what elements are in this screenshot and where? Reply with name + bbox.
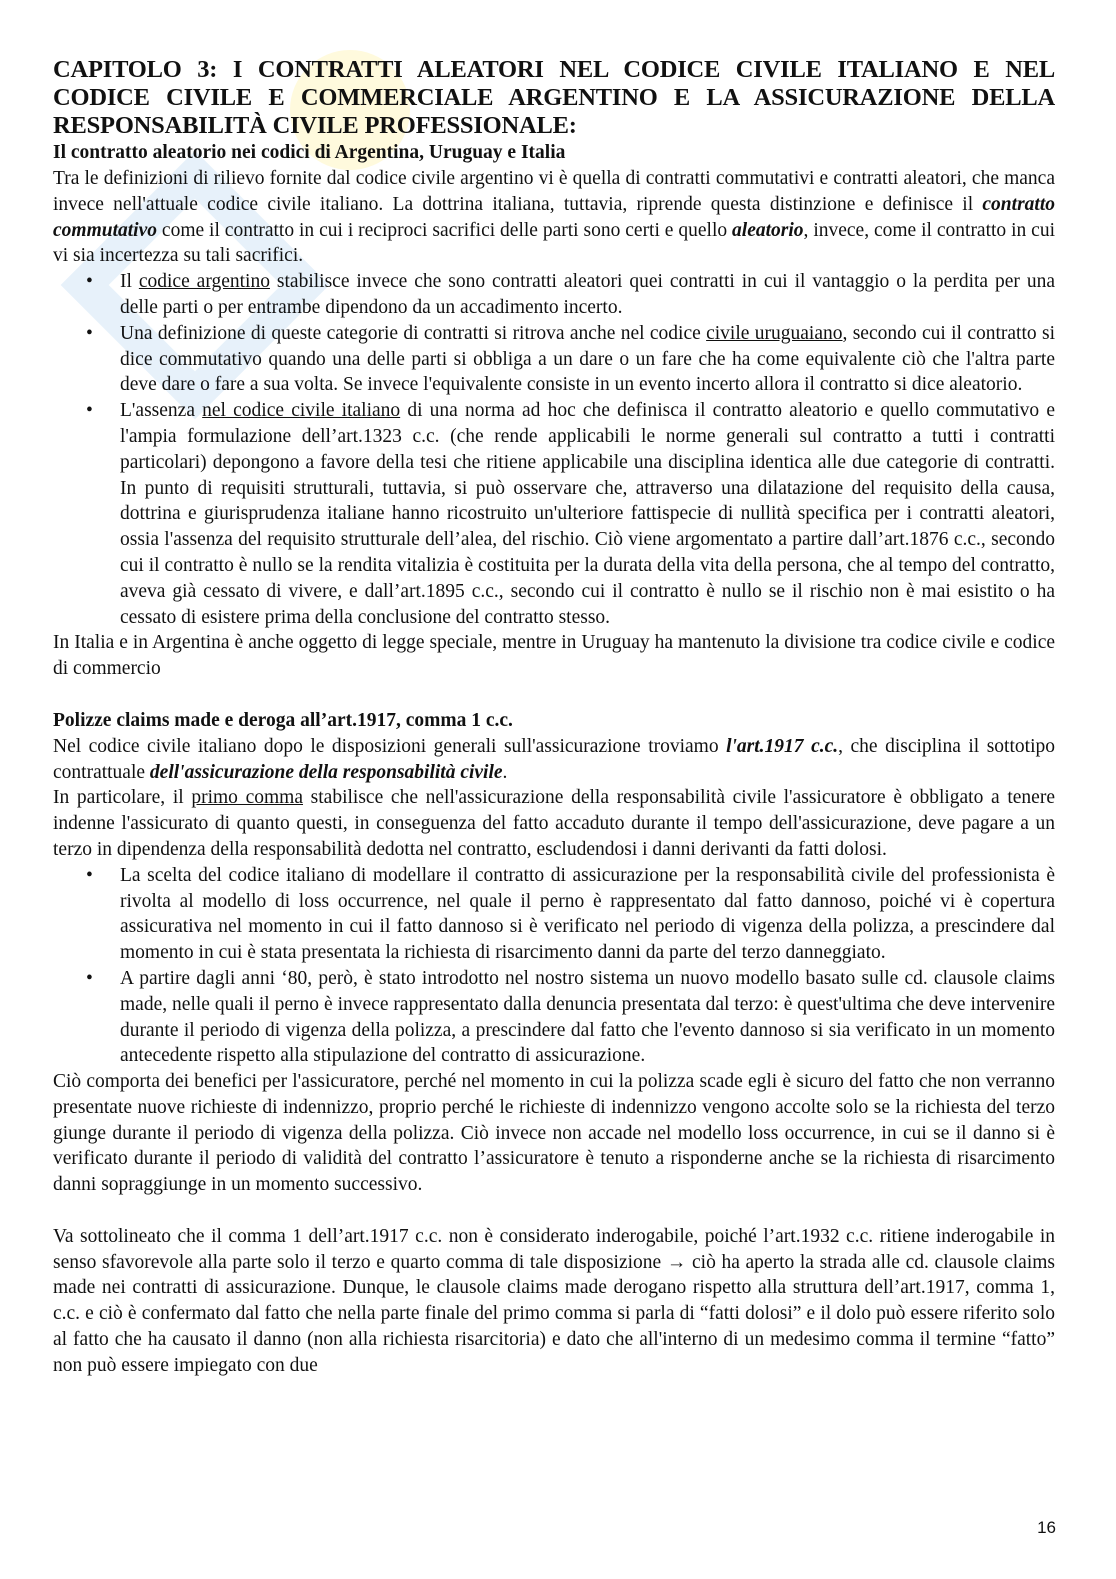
paragraph xyxy=(53,1224,1055,1379)
text-run: CAPITOLO 3: I CONTRATTI ALEATORI NEL CODICE CIVILE ITALIANO E NEL CODICE CIVILE E COMMERCIALE ARGENTINO E LA ASSICURAZIONE DELLA RESPONSABILITÀ CIVILE PROFESSIONALE: xyxy=(53,56,1055,139)
text-run: L'assenza xyxy=(120,400,203,422)
text-run: Il xyxy=(120,271,139,293)
emphasized-text: aleatorio xyxy=(732,219,804,241)
text-run: La scelta del codice italiano di modellare il contratto di assicurazione per la responsabilità civile del professionista è rivolta al modello di loss occurrence, nel quale il perno è rappresentato dal fatto dannoso, poiché vi è copertura assicurativa nel momento in cui il fatto dannoso si è verificato nel periodo di vigenza della polizza, a prescindere dal momento in cui è stata presentata la richiesta di risarcimento danni da parte del terzo danneggiato. xyxy=(120,864,1055,964)
bullet-item xyxy=(53,966,1055,1069)
text-run: Tra le definizioni di rilievo fornite dal codice civile argentino vi è quella di contratti commutativi e contratti aleatori, che manca invece nell'attuale codice civile italiano. La dottrina italiana, tuttavia, riprende questa distinzione e definisce il xyxy=(53,168,1055,215)
emphasized-text: contratto commutativo xyxy=(53,193,1055,241)
chapter-title xyxy=(53,56,1055,140)
text-run: In particolare, il xyxy=(53,787,192,809)
document-page xyxy=(53,56,1055,1379)
paragraph xyxy=(53,1069,1055,1198)
bullet-icon: • xyxy=(86,967,93,989)
text-run: Nel codice civile italiano dopo le disposizioni generali sull'assicurazione troviamo xyxy=(53,735,727,757)
blank-line xyxy=(53,1198,1055,1224)
text-run: , invece, come il contratto in cui vi sia incertezza su tali sacrifici. xyxy=(53,219,1055,267)
paragraph xyxy=(53,734,1055,786)
paragraph xyxy=(53,630,1055,682)
text-run: A partire dagli anni ‘80, però, è stato introdotto nel nostro sistema un nuovo modello basato sulle cd. clausole claims made, nelle quali il perno è invece rappresentato dalla denuncia presentata dal terzo: è quest'ultima che deve intervenire durante il periodo di vigenza della polizza, a prescindere dal fatto che l'evento dannoso si sia verificato in un momento antecedente rispetto alla stipulazione del contratto di assicurazione. xyxy=(120,967,1055,1067)
text-run: stabilisce che nell'assicurazione della responsabilità civile l'assicuratore è obbligato a tenere indenne l'assicurato di quanto questi, in conseguenza del fatto accaduto durante il tempo dell'assicurazione, deve pagare a un terzo in dipendenza della responsabilità dedotta nel contratto, escludendosi i danni derivanti da fatti dolosi. xyxy=(53,787,1055,860)
underlined-text: nel codice civile italiano xyxy=(202,400,401,422)
section-heading xyxy=(53,140,1055,166)
bullet-item xyxy=(53,398,1055,630)
bullet-item xyxy=(53,863,1055,966)
bullet-icon: • xyxy=(86,271,93,293)
underlined-text: codice argentino xyxy=(138,271,270,293)
text-run: , che disciplina il sottotipo contrattuale xyxy=(53,735,1055,783)
emphasized-text: dell'assicurazione della responsabilità civile xyxy=(149,761,503,783)
bullet-icon: • xyxy=(86,864,93,886)
paragraph xyxy=(53,166,1055,269)
text-run: . xyxy=(502,761,508,783)
text-run: Una definizione di queste categorie di contratti si ritrova anche nel codice xyxy=(120,322,707,344)
bullet-icon: • xyxy=(86,400,93,422)
text-run: Va sottolineato che il comma 1 dell’art.1917 c.c. non è considerato inderogabile, poiché l’art.1932 c.c. ritiene inderogabile in senso sfavorevole alla parte solo il terzo e quarto comma di tale disposizione → ciò ha aperto la strada alle cd. clausole claims made nei contratti di assicurazione. Dunque, le clausole claims made derogano rispetto alla struttura dell’art.1917, comma 1, c.c. e ciò è confermato dal fatto che nella parte finale del primo comma si parla di “fatti dolosi” e il dolo può essere riferito solo al fatto che ha causato il danno (non alla richiesta risarcitoria) e dato che all'interno di un medesimo comma il termine “fatto” non può essere impiegato con due xyxy=(53,1225,1055,1376)
emphasized-text: l'art.1917 c.c. xyxy=(726,735,839,757)
text-run: di una norma ad hoc che definisca il contratto aleatorio e quello commutativo e l'ampia formulazione dell’art.1323 c.c. (che rende applicabili le norme generali sul contratto a tutti i contratti particolari) depongono a favore della tesi che ritiene applicabile una disciplina identica alle due categorie di contratti. In punto di requisiti strutturali, tuttavia, si può osservare che, attraverso una dilatazione del requisito della causa, dottrina e giurisprudenza italiane hanno ricostruito un'ulteriore fattispecie di nullità specifica per i contratti aleatori, ossia l'assenza del requisito strutturale dell’alea, del rischio. Ciò viene argomentato a partire dall’art.1876 c.c., secondo cui il contratto è nullo se la rendita vitalizia è costituita per la durata della vita della persona, che al tempo del contratto, aveva già cessato di vivere, e dall’art.1895 c.c., secondo cui il contratto è nullo se il rischio non è mai esistito o ha cessato di esistere prima della conclusione del contratto stesso. xyxy=(120,400,1055,628)
underlined-text: primo comma xyxy=(191,787,303,809)
blank-line xyxy=(53,682,1055,708)
text-run: stabilisce invece che sono contratti aleatori quei contratti in cui il vantaggio o la perdita per una delle parti o per entrambe dipendono da un accadimento incerto. xyxy=(120,271,1055,318)
bullet-icon: • xyxy=(86,322,93,344)
bullet-item xyxy=(53,269,1055,321)
text-run: , secondo cui il contratto si dice commutativo quando una delle parti si obbliga a un dare o un fare che ha come equivalente ciò che l'altra parte deve dare o fare a sua volta. Se invece l'equivalente consiste in un evento incerto allora il contratto si dice aleatorio. xyxy=(120,322,1055,396)
bullet-item xyxy=(53,321,1055,398)
section-heading xyxy=(53,708,1055,734)
underlined-text: civile uruguaiano xyxy=(706,322,843,344)
text-run: Polizze claims made e deroga all’art.1917, comma 1 c.c. xyxy=(53,709,513,731)
text-run: In Italia e in Argentina è anche oggetto di legge speciale, mentre in Uruguay ha mantenuto la divisione tra codice civile e codice di commercio xyxy=(53,632,1055,680)
paragraph xyxy=(53,785,1055,862)
page-number: 16 xyxy=(1037,1518,1056,1537)
text-run: Ciò comporta dei benefici per l'assicuratore, perché nel momento in cui la polizza scade egli è sicuro del fatto che non verranno presentate nuove richieste di indennizzo, proprio perché le richieste di indennizzo vengono accolte solo se la richiesta del terzo giunge durante il periodo di vigenza della polizza. Ciò invece non accade nel modello loss occurrence, in cui se il danno si è verificato durante il periodo di validità del contratto l’assicuratore è tenuto a risponderne anche se la richiesta di risarcimento danni sopraggiunge in un momento successivo. xyxy=(53,1071,1055,1196)
text-run: Il contratto aleatorio nei codici di Argentina, Uruguay e Italia xyxy=(53,142,566,163)
text-run: come il contratto in cui i reciproci sacrifici delle parti sono certi e quello xyxy=(157,219,733,241)
